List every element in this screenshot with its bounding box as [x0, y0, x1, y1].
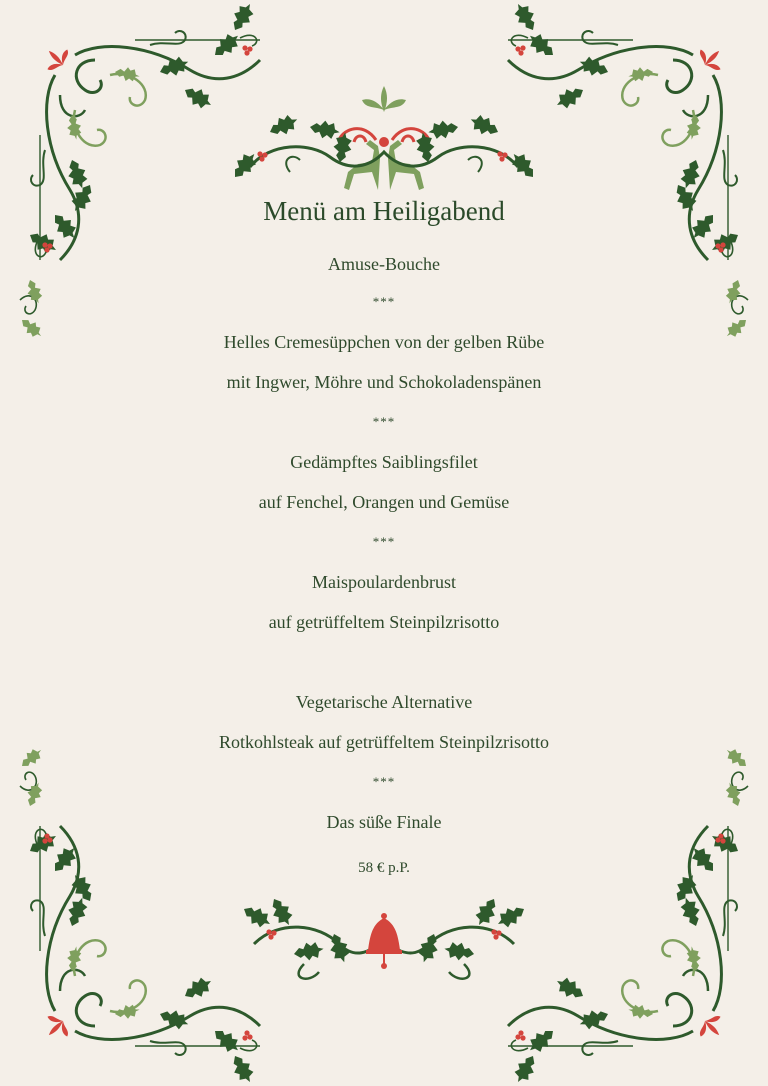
- menu-title: Menü am Heiligabend: [263, 196, 505, 226]
- separator: ***: [372, 774, 396, 789]
- vegetarian-dish: Rotkohlsteak auf getrüffeltem Steinpilzrisotto: [218, 732, 550, 752]
- course3-line2: auf getrüffeltem Steinpilzrisotto: [268, 612, 500, 632]
- vegetarian-heading: Vegetarische Alternative: [295, 692, 473, 712]
- price: 58 € p.P.: [358, 860, 410, 876]
- course1-line2: mit Ingwer, Möhre und Schokoladenspänen: [226, 372, 542, 392]
- course2-line1: Gedämpftes Saiblingsfilet: [290, 452, 478, 472]
- course3-line1: Maispoulardenbrust: [312, 572, 456, 592]
- bell-holly-ornament-icon: [234, 884, 534, 984]
- separator: ***: [372, 294, 396, 309]
- separator: ***: [372, 534, 396, 549]
- amuse-bouche: Amuse-Bouche: [328, 254, 440, 274]
- reindeer-holly-ornament-icon: [230, 72, 538, 190]
- dessert: Das süße Finale: [326, 812, 442, 832]
- course2-line2: auf Fenchel, Orangen und Gemüse: [258, 492, 510, 512]
- course1-line1: Helles Cremesüppchen von der gelben Rübe: [223, 332, 545, 352]
- separator: ***: [372, 414, 396, 429]
